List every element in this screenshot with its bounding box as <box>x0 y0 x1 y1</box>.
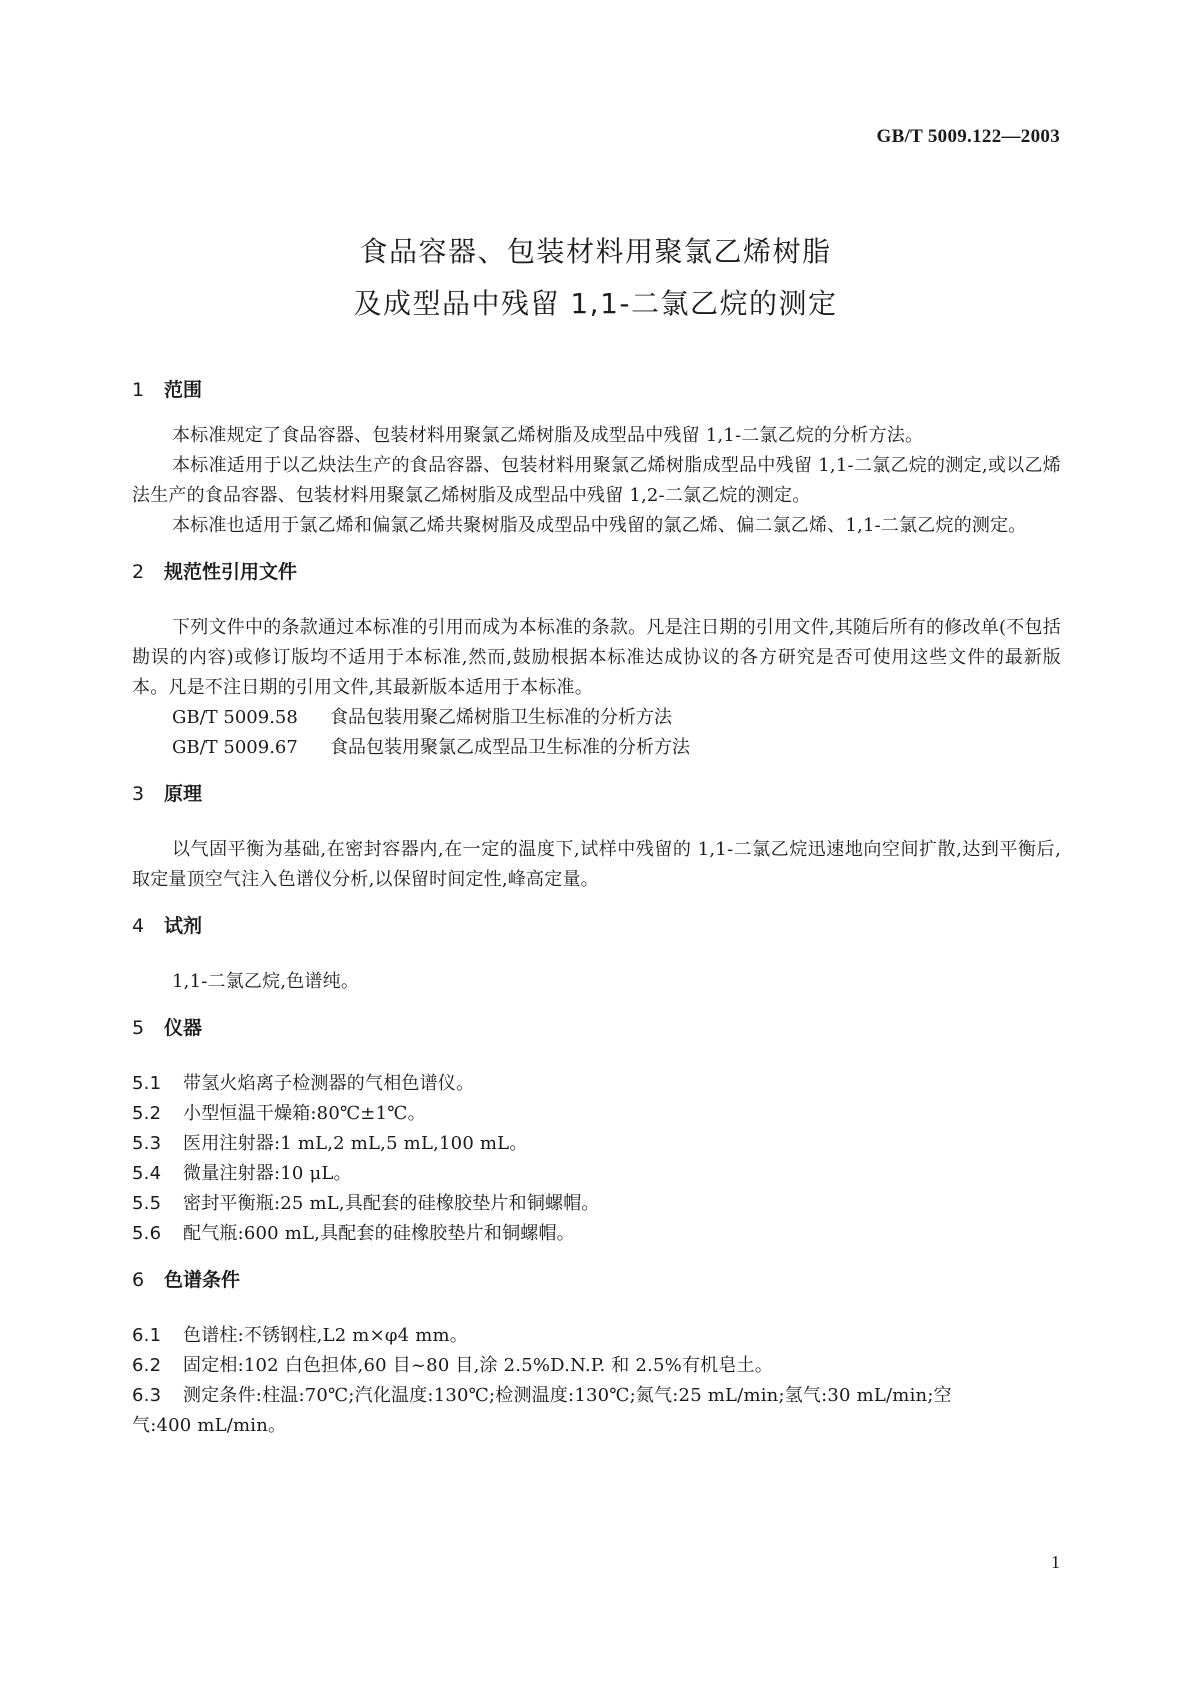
item-number: 5.1 <box>132 1073 162 1094</box>
item-number: 6.1 <box>132 1325 162 1346</box>
reference-code: GB/T 5009.67 <box>172 737 298 758</box>
list-item <box>132 1381 1061 1411</box>
section-number: 1 <box>132 379 145 401</box>
paragraph: 下列文件中的条款通过本标准的引用而成为本标准的条款。凡是注日期的引用文件,其随后所有的修改单(不包括勘误的内容)或修订版均不适用于本标准,然而,鼓励根据本标准达成协议的各方研究是否可使用这些文件的最新版本。凡是不注日期的引用文件,其最新版本适用于本标准。 <box>132 617 1061 698</box>
item-number: 6.3 <box>132 1385 162 1406</box>
item-text: 色谱柱:不锈钢柱,L2 m×φ4 mm。 <box>183 1325 468 1346</box>
section-heading-reagents <box>132 911 1061 941</box>
section-number: 6 <box>132 1269 145 1291</box>
section-title: 仪器 <box>164 1017 203 1039</box>
section-title: 规范性引用文件 <box>164 561 298 583</box>
section-heading-apparatus <box>132 1013 1061 1043</box>
section-number: 2 <box>132 561 145 583</box>
item-text: 带氢火焰离子检测器的气相色谱仪。 <box>183 1073 475 1094</box>
section-title: 色谱条件 <box>164 1269 241 1291</box>
section-heading-chromatographic-conditions <box>132 1265 1061 1295</box>
reference-title: 食品包装用聚乙烯树脂卫生标准的分析方法 <box>330 707 672 728</box>
paragraph: 本标准适用于以乙炔法生产的食品容器、包装材料用聚氯乙烯树脂成型品中残留 1,1-二氯乙烷的测定,或以乙烯法生产的食品容器、包装材料用聚氯乙烯树脂及成型品中残留 1,2-二氯乙烷的测定。 <box>132 455 1061 506</box>
reference-code: GB/T 5009.58 <box>172 707 298 728</box>
item-number: 6.2 <box>132 1355 162 1376</box>
item-text: 微量注射器:10 μL。 <box>183 1163 352 1184</box>
section-title: 试剂 <box>164 915 203 937</box>
section-number: 5 <box>132 1017 145 1039</box>
section-heading-normative-references <box>132 557 1061 587</box>
section-title: 原理 <box>164 783 203 805</box>
paragraph: 以气固平衡为基础,在密封容器内,在一定的温度下,试样中残留的 1,1-二氯乙烷迅速地向空间扩散,达到平衡后,取定量顶空气注入色谱仪分析,以保留时间定性,峰高定量。 <box>132 839 1061 890</box>
list-item <box>132 1069 1061 1099</box>
item-number: 5.5 <box>132 1193 162 1214</box>
list-item <box>132 1189 1061 1219</box>
section-number: 4 <box>132 915 145 937</box>
document-title <box>0 226 1191 330</box>
reference-title: 食品包装用聚氯乙成型品卫生标准的分析方法 <box>330 737 690 758</box>
document-body <box>132 375 1061 1441</box>
page-number: 1 <box>1051 1552 1060 1572</box>
reference-item <box>132 703 1061 733</box>
list-item <box>132 1099 1061 1129</box>
item-text: 密封平衡瓶:25 mL,具配套的硅橡胶垫片和铜螺帽。 <box>183 1193 600 1214</box>
paragraph: 本标准规定了食品容器、包装材料用聚氯乙烯树脂及成型品中残留 1,1-二氯乙烷的分析方法。 <box>172 425 924 446</box>
item-number: 5.2 <box>132 1103 162 1124</box>
list-item <box>132 1129 1061 1159</box>
section-heading-scope <box>132 375 1061 405</box>
item-number: 5.3 <box>132 1133 162 1154</box>
reference-item <box>132 733 1061 763</box>
title-line-2: 及成型品中残留 1,1-二氯乙烷的测定 <box>353 287 838 320</box>
section-heading-principle <box>132 779 1061 809</box>
title-line-1: 食品容器、包装材料用聚氯乙烯树脂 <box>359 235 832 268</box>
section-title: 范围 <box>164 379 203 401</box>
list-item <box>132 1321 1061 1351</box>
section-number: 3 <box>132 783 145 805</box>
item-text: 医用注射器:1 mL,2 mL,5 mL,100 mL。 <box>183 1133 528 1154</box>
item-number: 5.6 <box>132 1223 162 1244</box>
paragraph: 本标准也适用于氯乙烯和偏氯乙烯共聚树脂及成型品中残留的氯乙烯、偏二氯乙烯、1,1-二氯乙烷的测定。 <box>172 515 1027 536</box>
item-number: 5.4 <box>132 1163 162 1184</box>
list-item <box>132 1159 1061 1189</box>
item-text: 小型恒温干燥箱:80℃±1℃。 <box>183 1103 426 1124</box>
item-text: 固定相:102 白色担体,60 目~80 目,涂 2.5%D.N.P. 和 2.5%有机皂土。 <box>183 1355 773 1376</box>
item-text: 测定条件:柱温:70℃;汽化温度:130℃;检测温度:130℃;氮气:25 mL/min;氢气:30 mL/min;空 <box>183 1385 952 1406</box>
list-item-continuation: 气:400 mL/min。 <box>132 1415 287 1436</box>
paragraph: 1,1-二氯乙烷,色谱纯。 <box>172 971 360 992</box>
item-text: 配气瓶:600 mL,具配套的硅橡胶垫片和铜螺帽。 <box>183 1223 575 1244</box>
standard-code: GB/T 5009.122—2003 <box>876 126 1060 147</box>
list-item <box>132 1219 1061 1249</box>
list-item <box>132 1351 1061 1381</box>
